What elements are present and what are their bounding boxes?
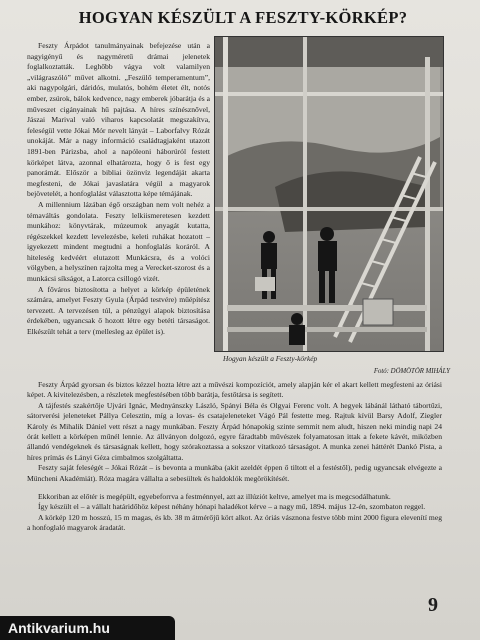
body-paragraph: A körkép 120 m hosszú, 15 m magas, és kb. 38 m átmérőjű kört alkot. Az óriás vásznona festve több mint 2000 figura elevenítí meg a honfoglaló magyarok áradatát. [27, 512, 442, 533]
article-column-text [27, 41, 210, 338]
watermark-logo: Antikvarium.hu [0, 616, 175, 640]
column-paragraph: Feszty Árpádot tanulmányainak befejezése után a nagyigényű és nagyméretű drámai jelenetek foglalkoztatták. Leghőbb vágya volt valamilyen „világraszóló” művet alkotni. „Feszülő temperamentum”, aki nagypolgári, dáridós, mulatós, bohém életet élt, notós ember, zsúrok, bálok kedvence, nagy emberek jóbarátja és a műveszet cigányainak hű pajtása. A híres színésznővel, Jászai Marival való viharos kapcsolatát megszakítva, feleségül vette Jókai Mór nevelt lányát – Laborfalvy Rózát unokáját. Már a nagy információ családtagjaként utazott 1891-ben Párizsba, ahol a napóleoni háborúról festett körképet látva, azonnal elhatározta, hogy ő is fest egy panorámát. Először a bibliai özönvíz legendáját akarta megfesteni, de Jókai javaslatára végül a magyarok bejövetelét, a honfoglalást választotta képe témájának. [27, 41, 210, 199]
historic-photo [214, 36, 444, 352]
body-paragraph: Feszty saját feleségét – Jókai Rózát – is bevonta a munkába (akit azeldét éppen ő tiltott el a festéstől), pedig ugyancsak elvégezte a Müncheni Akadémiát). Róza magára vállalta a sebesültek és haldoklók megörökítését. [27, 463, 442, 483]
body-paragraph: Feszty Árpád gyorsan és biztos kézzel hozta létre azt a művészi kompozíciót, amely alapján kér el akart kellett megfesteni az óriási képet. A kivitelezésben, a részletek megfestésében több barátja, festőtársa is segített. [27, 380, 442, 400]
article-full-width-text [27, 380, 442, 534]
page-number: 9 [428, 594, 438, 616]
photo-credit: Fotó: DÖMÖTÖR MIHÁLY [373, 368, 450, 375]
article-title: HOGYAN KÉSZÜLT A FESZTY-KÖRKÉP? [78, 8, 408, 27]
photo-caption: Hogyan készült a Feszty-körkép [223, 354, 318, 363]
body-paragraph: Ekkoriban az előtér is megépült, egyebeforrva a festménnyel, azt az illúziót keltve, amelyet ma is megcsodálhatunk. [38, 492, 391, 502]
column-paragraph: A millennium lázában égő országban nem volt nehéz a témaváltás gondolata. Feszty lelkiismeretesen kezdett munkához: könyvtárak, múzeumok anyagát kutatta, régészekkel kezdett levelezésbe, keleti ruhákat hozatott – igyekezett mindent megtudni a honfoglalás koráról. A hiteleség kedvéért elutazott Munkácsra, és a volóci völgyben, a helyszínen rajzolta meg a Verecket-szorost és a munkácsi síkságot, a Latorca csillogó vizét. [27, 199, 210, 284]
photo-illustration [215, 37, 443, 351]
column-paragraph: A főváros biztosította a helyet a körkép épületének számára, amelyet Feszty Gyula (Árpád testvére) műépítész tervezett. A tervezésen túl, a pénzügyi alapok biztosítása érdekében, ugyancsak ő hozott létre egy betéti társaságot. Elkészült tehát a terv (mellesleg az épület is). [27, 284, 210, 337]
body-paragraph: A tájfestés szakértője Ujvári Ignác, Mednyánszky László, Spányi Béla és Olgyai Ferenc volt. A hegyek lábánál látható tábortűzi, sátorverési jeleneteket Pállya Celesztin, míg a lovas- és csatajeleneteket Vágó Pál festette meg. Rajtuk kívül Barsy Adolf, Ziegler Károly és Mihalik Dániel vett részt a nagy munkában. Feszty Árpád hónapokig szinte semmit nem aludt, hiszen neki mindig napi 24 órát kellett a körképen műnél lennie. Az állványon dolgozó, egyre fáradtabb művészek folyamatosan ittak a fekete kávét, miközben állandó vendégeknek és társaságnak kellett, hogy szórakoztassa a sokszor vitatkozó társaságot. A munka zenei háttérét Dankó Pista, a híres prímás és Lányi Géza cimbalmos szolgáltatta. [27, 400, 442, 462]
body-paragraph: Így készült el – a vállalt határidőhöz képest néhány hónapi haladékot kérve – a nagy mű, 1894. május 12-én, szombaton reggel. [38, 502, 426, 512]
